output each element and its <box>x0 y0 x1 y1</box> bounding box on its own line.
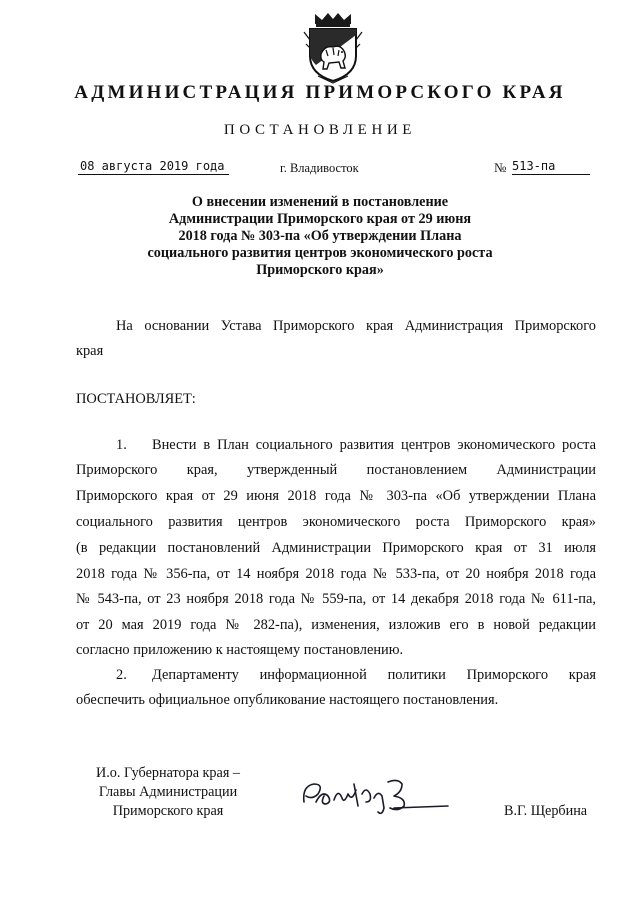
title-line: О внесении изменений в постановление <box>191 194 449 210</box>
document-date: 08 августа 2019 года <box>78 159 229 175</box>
item-text: социального развития центров экономического роста Приморского края» <box>76 514 596 530</box>
resolves-heading: ПОСТАНОВЛЯЕТ: <box>76 391 196 407</box>
title-line: социального развития центров экономического роста <box>147 245 493 261</box>
title-line: 2018 года № 303-па «Об утверждении Плана <box>178 228 462 244</box>
item-text: Департаменту информационной политики Приморского края <box>152 667 596 683</box>
organization-name: АДМИНИСТРАЦИЯ ПРИМОРСКОГО КРАЯ <box>74 82 566 103</box>
document-number: 513-па <box>512 159 590 175</box>
item-text: согласно приложению к настоящему постановлению. <box>76 642 404 658</box>
title-line: Администрации Приморского края от 29 июня <box>168 211 472 227</box>
signatory-position <box>78 764 258 821</box>
document-city: г. Владивосток <box>280 161 359 175</box>
handwritten-signature <box>298 772 458 820</box>
title-line: Приморского края» <box>256 262 384 278</box>
position-line: Приморского края <box>112 803 224 819</box>
item-text: Внести в План социального развития центров экономического роста <box>152 437 596 453</box>
intro-text: края <box>76 343 104 359</box>
position-line: И.о. Губернатора края – <box>96 765 240 781</box>
item-text: 2018 года № 356-па, от 14 ноября 2018 года № 533-па, от 20 ноября 2018 года <box>76 566 596 582</box>
item-text: (в редакции постановлений Администрации Приморского края от 31 июля <box>76 540 596 556</box>
item-number: 2. <box>116 667 127 683</box>
item-text: Приморского края от 29 июня 2018 года № 303-па «Об утверждении Плана <box>76 488 596 504</box>
intro-text: На основании Устава Приморского края Администрация Приморского <box>116 318 596 334</box>
item-text: от 20 мая 2019 года № 282-па), изменения, изложив его в новой редакции <box>76 617 596 633</box>
item-text: Приморского края, утвержденный постановлением Администрации <box>76 462 596 478</box>
item-number: 1. <box>116 437 127 453</box>
number-sign: № <box>494 160 507 175</box>
signatory-name: В.Г. Щербина <box>504 803 588 819</box>
position-line: Главы Администрации <box>98 784 238 800</box>
document-type: ПОСТАНОВЛЕНИЕ <box>223 122 417 138</box>
primorsky-coat-of-arms-icon <box>302 10 364 84</box>
item-text: обеспечить официальное опубликование настоящего постановления. <box>76 692 499 708</box>
document-title <box>110 194 530 279</box>
item-text: № 543-па, от 23 ноября 2018 года № 559-па, от 14 декабря 2018 года № 611-па, <box>76 591 596 607</box>
